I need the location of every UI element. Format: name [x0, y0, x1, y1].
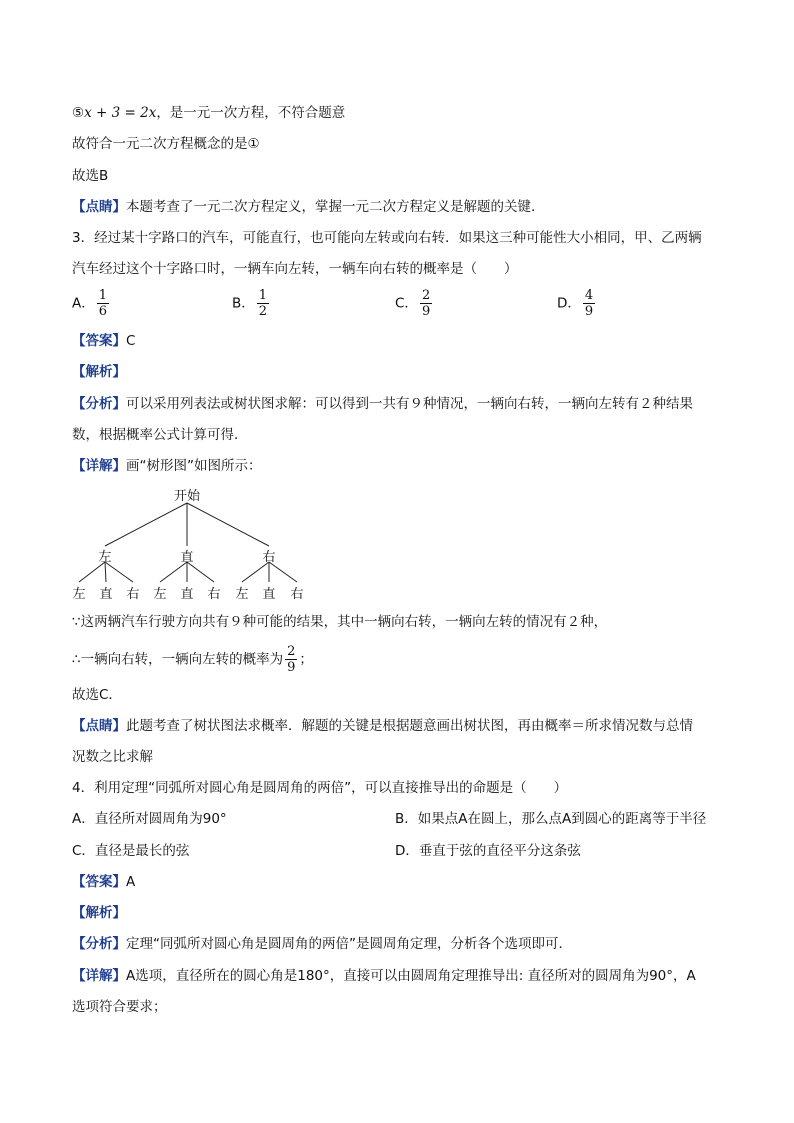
detail-tag: 【详解】 — [72, 458, 126, 474]
q4-analysis — [72, 934, 572, 954]
branch-l-s — [105, 562, 106, 582]
q3-detail — [72, 456, 262, 476]
q4-jiexi — [72, 903, 126, 923]
q4-option-d: D．垂直于弦的直径平分这条弦 — [395, 843, 581, 859]
tree-l2-label: 右 — [126, 587, 140, 602]
point-text: 本题考查了一元二次方程定义，掌握一元二次方程定义是解题的关键． — [126, 199, 545, 215]
line-point — [72, 197, 545, 217]
tree-l1-right: 右 — [262, 550, 276, 565]
q3-option-b — [232, 288, 271, 319]
q3-answer — [72, 331, 135, 351]
branch-s-l — [160, 562, 187, 582]
q4-option-c: C．直径是最长的弦 — [72, 843, 190, 859]
option-label: D． — [557, 295, 581, 312]
answer-value: A — [126, 874, 136, 890]
line-conclusion: 故符合一元二次方程概念的是① — [72, 136, 260, 152]
answer-tag: 【答案】 — [72, 874, 126, 890]
q4-option-a: A．直径所对圆周角为90° — [72, 811, 227, 827]
equation: x + 3 = 2x — [84, 105, 157, 121]
branch-s-r — [187, 562, 214, 582]
option-label: C． — [395, 295, 418, 312]
jiexi-tag: 【解析】 — [72, 364, 126, 380]
therefore-text: ∴一辆向右转，一辆向左转的概率为 — [72, 651, 284, 668]
fraction: $\frac{2}{9}$ — [287, 644, 296, 675]
branch-r-r — [269, 562, 297, 582]
q4-answer — [72, 872, 135, 892]
answer-tag: 【答案】 — [72, 333, 126, 349]
line-text: ，是一元一次方程，不符合题意 — [156, 105, 346, 121]
q3-stem-line1: 3．经过某十字路口的汽车，可能直行，也可能向左转或向右转．如果这三种可能性大小相同，甲、乙两辆 — [72, 230, 702, 246]
q3-point-line1 — [72, 716, 693, 736]
tree-l2-label: 直 — [99, 587, 113, 602]
tree-l2-label: 左 — [72, 587, 86, 602]
analysis-text: 定理“同弧所对圆心角是圆周角的两倍”是圆周角定理，分析各个选项即可． — [126, 936, 572, 952]
tree-l1-straight: 直 — [180, 550, 194, 565]
detail-text: 画“树形图”如图所示： — [126, 458, 262, 474]
q4-detail-line2: 选项符合要求； — [72, 999, 167, 1015]
line-q2-option5 — [72, 103, 345, 123]
tree-root-label: 开始 — [173, 489, 201, 504]
q3-option-a — [72, 288, 111, 319]
detail-tag: 【详解】 — [72, 968, 126, 984]
tree-l2-label: 直 — [262, 587, 276, 602]
tree-l1-left: 左 — [98, 550, 112, 565]
fraction: $\frac{2}{9}$ — [421, 288, 431, 319]
q3-choose: 故选C． — [72, 687, 122, 703]
analysis-tag: 【分析】 — [72, 396, 126, 412]
point-text: 此题考查了树状图法求概率．解题的关键是根据题意画出树状图，再由概率＝所求情况数与总情 — [126, 718, 693, 734]
analysis-text: 可以采用列表法或树状图求解：可以得到一共有９种情况，一辆向右转，一辆向左转有２种结果 — [126, 396, 693, 412]
fraction: $\frac{1}{2}$ — [258, 288, 268, 319]
point-tag: 【点睛】 — [72, 199, 126, 215]
q4-detail-line1 — [72, 966, 696, 986]
branch-root-left — [105, 503, 187, 546]
q3-point-line2: 况数之比求解 — [72, 749, 153, 765]
analysis-tag: 【分析】 — [72, 936, 126, 952]
q4-stem: 4．利用定理“同弧所对圆心角是圆周角的两倍”，可以直接推导出的命题是（ ） — [72, 780, 568, 796]
line-choice: 故选B — [72, 168, 109, 184]
branch-l-r — [105, 562, 133, 582]
fraction: $\frac{1}{6}$ — [98, 288, 108, 319]
detail-text: A选项，直径所在的圆心角是180°，直接可以由圆周角定理推导出: 直径所对的圆周角为90°，A — [126, 968, 696, 984]
q3-because: ∵这两辆汽车行驶方向共有９种可能的结果，其中一辆向右转，一辆向左转的情况有２种， — [72, 614, 608, 630]
q4-option-b: B．如果点A在圆上，那么点A到圆心的距离等于半径 — [395, 811, 707, 827]
answer-value: C — [126, 333, 136, 349]
branch-l-l — [79, 562, 105, 582]
tree-l2-label: 直 — [180, 587, 194, 602]
option-label: B． — [232, 295, 255, 312]
branch-r-l — [242, 562, 269, 582]
circled-five: ⑤ — [72, 105, 85, 121]
q3-jiexi — [72, 362, 126, 382]
point-tag: 【点睛】 — [72, 718, 126, 734]
tree-l2-label: 右 — [290, 587, 304, 602]
option-label: A． — [72, 295, 95, 312]
q3-therefore: ∴一辆向右转，一辆向左转的概率为 $\frac{2}{9}$ ； — [72, 644, 313, 675]
tree-l2-label: 右 — [207, 587, 221, 602]
jiexi-tag: 【解析】 — [72, 905, 126, 921]
q3-option-d — [557, 288, 597, 319]
q3-analysis-line2: 数，根据概率公式计算可得． — [72, 427, 248, 443]
branch-root-right — [187, 503, 269, 546]
q3-stem-line2: 汽车经过这个十字路口时，一辆车向左转，一辆车向右转的概率是（ ） — [72, 261, 518, 277]
tree-l2-label: 左 — [235, 587, 249, 602]
q3-analysis-line1 — [72, 394, 693, 414]
q3-option-c — [395, 288, 434, 319]
tree-l2-label: 左 — [153, 587, 167, 602]
fraction: $\frac{4}{9}$ — [584, 288, 594, 319]
